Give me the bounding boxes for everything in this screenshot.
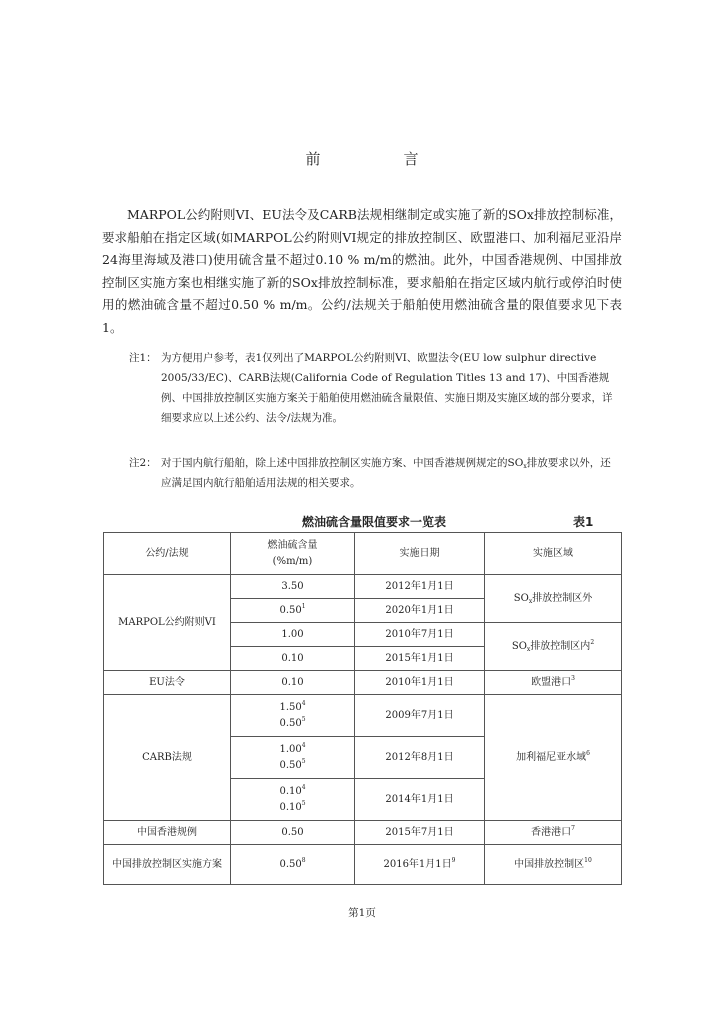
table-row: 中国香港规例 0.50 2015年7月1日 香港港口$^7$ — [104, 821, 622, 845]
note-1-label: 注1： — [129, 352, 157, 364]
table-row: 0.10 2015年1月1日 — [104, 647, 622, 671]
header-area: 实施区域 — [485, 533, 622, 575]
carb-name: CARB法规 — [104, 695, 231, 821]
marpol-name: MARPOL公约附则VI — [104, 575, 231, 671]
intro-paragraph: MARPOL公约附则VI、EU法令及CARB法规相继制定或实施了新的SOx排放控制标准，要求船舶在指定区域(如MARPOL公约附则VI规定的排放控制区、欧盟港口、加利福尼亚沿岸24海里海域及港口)使用硫含量不超过0.10 % m/m的燃油。此外，中国香港规例、中国排放控制区实施方案也相继实施了新的SOx排放控制标准，要求船舶在指定区域内航行或停泊时使用的燃油硫含量不超过0.50 % m/m。公约/法规关于船舶使用燃油硫含量的限值要求见下表1。 — [102, 207, 622, 335]
table-row: 中国排放控制区实施方案 0.50$^8$ 2016年1月1日$^9$ 中国排放控制区$^{10}$ — [104, 845, 622, 885]
table-row: CARB法规 1.50$^4$ 0.50$^5$ 2009年7月1日 加利福尼亚水域$^6$ — [104, 695, 622, 737]
table-caption: 燃油硫含量限值要求一览表 — [302, 515, 447, 529]
sulphur-limit-table — [103, 532, 622, 885]
note-2-text: 对于国内航行船舶，除上述中国排放控制区实施方案、中国香港规例规定的$SO_x$排放要求以外，还应满足国内航行船舶适用法规的相关要求。 — [161, 457, 611, 489]
header-date: 实施日期 — [355, 533, 485, 575]
carb-area: 加利福尼亚水域$^6$ — [485, 695, 622, 821]
table-row: 0.10$^4$ 0.10$^5$ 2014年1月1日 — [104, 779, 622, 821]
table-header-row — [104, 533, 622, 575]
marpol-area-outside: $SO_x$排放控制区外 — [485, 575, 622, 623]
eca-name: 中国排放控制区实施方案 — [104, 845, 231, 885]
header-regulation: 公约/法规 — [104, 533, 231, 575]
note-2 — [129, 453, 621, 493]
table-row: EU法令 0.10 2010年1月1日 欧盟港口$^3$ — [104, 671, 622, 695]
hk-name: 中国香港规例 — [104, 821, 231, 845]
page-title: 前 言 — [305, 150, 453, 168]
table-row: 1.00 2010年7月1日 $SO_x$排放控制区内$^2$ — [104, 623, 622, 647]
note-1 — [129, 348, 621, 428]
header-content: 燃油硫含量 (%m/m) — [231, 533, 355, 575]
table-row: 1.00$^4$ 0.50$^5$ 2012年8月1日 — [104, 737, 622, 779]
note-2-label: 注2： — [129, 457, 157, 469]
table-number: 表1 — [573, 515, 594, 529]
table-row: MARPOL公约附则VI 3.50 2012年1月1日 $SO_x$排放控制区外 — [104, 575, 622, 599]
page-number: 第1页 — [348, 907, 376, 919]
note-1-text: 为方便用户参考，表1仅列出了MARPOL公约附则VI、欧盟法令(EU low sulphur directive 2005/33/EC)、CARB法规(California Code of Regulation Titles 13 and 17)、中国香港规例、中国排放控制区实施方案关于船舶使用燃油硫含量限值、实施日期及实施区域的部分要求，详细要求应以上述公约、法令/法规为准。 — [161, 352, 613, 424]
marpol-area-inside: $SO_x$排放控制区内$^2$ — [485, 623, 622, 671]
eu-name: EU法令 — [104, 671, 231, 695]
table-row: 0.50$^1$ 2020年1月1日 — [104, 599, 622, 623]
